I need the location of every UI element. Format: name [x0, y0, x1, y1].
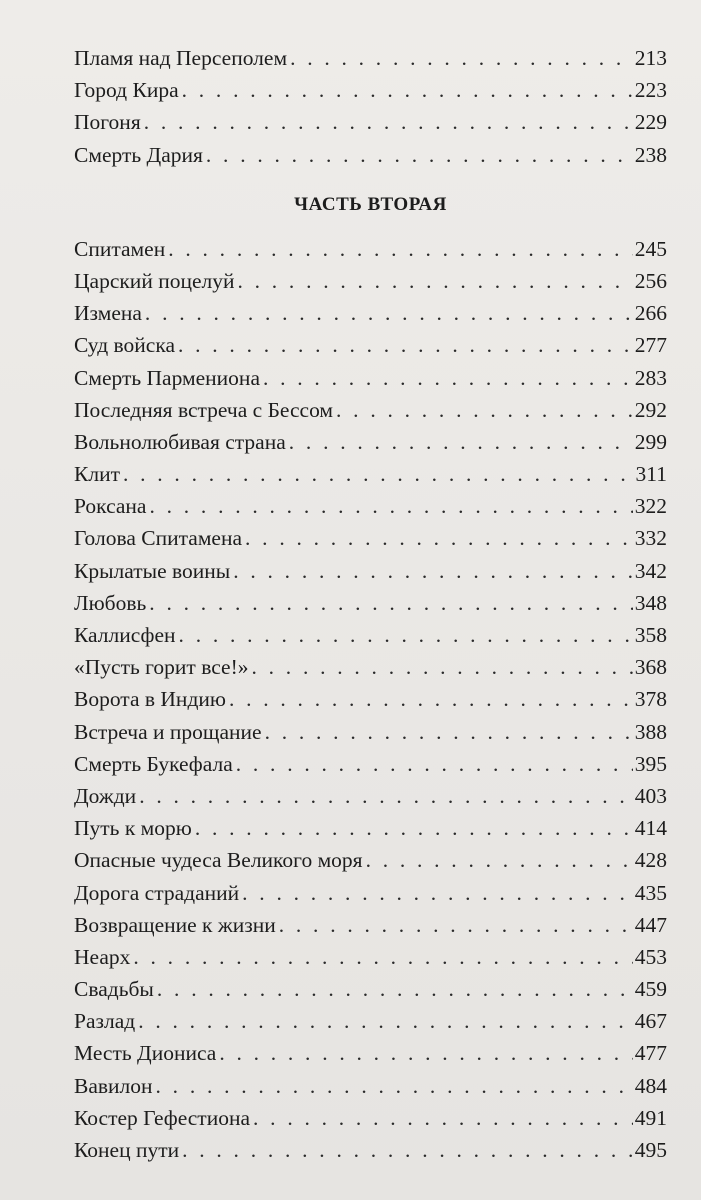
toc-entry — [74, 106, 667, 138]
toc-entry-page-number: 342 — [634, 558, 667, 583]
toc-entry — [74, 716, 667, 748]
dot-leader — [139, 780, 633, 812]
toc-entry-title: Неарх — [74, 944, 131, 969]
toc-entry-page-number: 459 — [634, 977, 667, 1002]
dot-leader — [242, 877, 633, 909]
toc-entry-page-number: 378 — [634, 687, 667, 712]
dot-leader — [144, 106, 633, 138]
dot-leader — [149, 587, 632, 619]
dot-leader — [290, 42, 633, 74]
toc-entry — [74, 748, 667, 780]
toc-entry — [74, 844, 667, 876]
toc-entry-title: «Пусть горит все!» — [74, 655, 249, 680]
toc-entry — [74, 780, 667, 812]
toc-entry — [74, 233, 667, 265]
toc-entry-title: Город Кира — [74, 78, 179, 103]
toc-entry-page-number: 435 — [634, 880, 667, 905]
toc-entry-title: Свадьбы — [74, 977, 154, 1002]
toc-entry-title: Возвращение к жизни — [74, 912, 276, 937]
toc-entry — [74, 812, 667, 844]
toc-entry — [74, 941, 667, 973]
dot-leader — [156, 1070, 633, 1102]
dot-leader — [219, 1037, 632, 1069]
toc-entry-title: Конец пути — [74, 1138, 180, 1162]
table-of-contents — [74, 42, 667, 1166]
part-heading: ЧАСТЬ ВТОРАЯ — [294, 193, 447, 215]
toc-entry-title: Ворота в Индию — [74, 687, 226, 712]
toc-entry-title: Костер Гефестиона — [74, 1105, 251, 1130]
toc-entry-page-number: 277 — [634, 333, 667, 358]
toc-entry-page-number: 358 — [634, 623, 667, 647]
dot-leader — [336, 394, 633, 426]
toc-entry-page-number: 428 — [634, 848, 667, 873]
toc-entry-page-number: 403 — [634, 783, 667, 808]
toc-entry — [74, 555, 667, 587]
toc-entry-title: Спитамен — [74, 236, 166, 261]
toc-entry-page-number: 453 — [634, 944, 667, 969]
toc-entry-page-number: 311 — [635, 462, 667, 487]
dot-leader — [279, 909, 633, 941]
toc-entry-title: Смерть Дария — [74, 142, 203, 167]
toc-entry-page-number: 229 — [634, 110, 667, 135]
dot-leader — [149, 490, 632, 522]
toc-entry-title: Смерть Букефала — [74, 751, 233, 776]
toc-entry — [74, 139, 667, 171]
toc-entry-page-number: 292 — [634, 397, 667, 422]
dot-leader — [233, 555, 633, 587]
toc-entry-page-number: 266 — [634, 301, 667, 326]
toc-entry — [74, 297, 667, 329]
toc-entry-page-number: 447 — [634, 912, 667, 937]
toc-entry-title: Вольнолюбивая страна — [74, 429, 286, 454]
dot-leader — [206, 139, 633, 171]
dot-leader — [133, 941, 632, 973]
toc-entry-page-number: 322 — [634, 494, 667, 519]
dot-leader — [245, 522, 633, 554]
toc-entry — [74, 877, 667, 909]
toc-entry-page-number: 467 — [634, 1009, 667, 1034]
toc-entry — [74, 74, 667, 106]
toc-entry-page-number: 368 — [634, 655, 667, 680]
toc-section-part-one — [74, 42, 667, 171]
toc-entry — [74, 973, 667, 1005]
toc-entry — [74, 619, 667, 651]
toc-entry-title: Голова Спитамена — [74, 526, 243, 551]
toc-entry — [74, 490, 667, 522]
dot-leader — [179, 619, 633, 651]
toc-entry-page-number: 477 — [634, 1041, 667, 1066]
toc-entry-page-number: 245 — [634, 236, 667, 261]
toc-entry-page-number: 348 — [634, 590, 667, 615]
dot-leader — [237, 265, 632, 297]
toc-section-part-two — [74, 233, 667, 1166]
toc-entry — [74, 1005, 667, 1037]
dot-leader — [178, 329, 633, 361]
toc-entry-title: Суд войска — [74, 333, 175, 358]
toc-entry-title: Путь к морю — [74, 816, 192, 841]
toc-entry-page-number: 238 — [634, 142, 667, 167]
dot-leader — [236, 748, 633, 780]
toc-entry-title: Последняя встреча с Бессом — [74, 397, 334, 422]
toc-entry-title: Роксана — [74, 494, 147, 519]
toc-entry-title: Измена — [74, 301, 142, 326]
toc-entry-page-number: 495 — [634, 1138, 667, 1162]
toc-entry-title: Дорога страданий — [74, 880, 240, 905]
toc-entry-page-number: 414 — [634, 816, 667, 841]
toc-entry — [74, 909, 667, 941]
toc-entry — [74, 1070, 667, 1102]
toc-entry — [74, 394, 667, 426]
toc-entry-page-number: 223 — [634, 78, 667, 103]
toc-entry — [74, 522, 667, 554]
dot-leader — [145, 297, 633, 329]
toc-entry-title: Каллисфен — [74, 623, 176, 647]
dot-leader — [123, 458, 634, 490]
toc-entry-title: Дожди — [74, 783, 137, 808]
toc-entry — [74, 458, 667, 490]
toc-entry-title: Встреча и прощание — [74, 719, 262, 744]
toc-entry — [74, 651, 667, 683]
toc-entry-title: Вавилон — [74, 1073, 153, 1098]
toc-entry-page-number: 299 — [634, 429, 667, 454]
dot-leader — [366, 844, 633, 876]
toc-entry — [74, 42, 667, 74]
dot-leader — [289, 426, 633, 458]
toc-entry-page-number: 256 — [634, 268, 667, 293]
dot-leader — [253, 1102, 633, 1134]
dot-leader — [195, 812, 633, 844]
toc-entry — [74, 683, 667, 715]
toc-entry-page-number: 332 — [634, 526, 667, 551]
toc-entry-page-number: 283 — [634, 365, 667, 390]
toc-entry — [74, 362, 667, 394]
toc-entry-title: Крылатые воины — [74, 558, 231, 583]
dot-leader — [263, 362, 633, 394]
toc-entry-page-number: 491 — [634, 1105, 667, 1130]
dot-leader — [168, 233, 633, 265]
toc-entry — [74, 329, 667, 361]
dot-leader — [265, 716, 633, 748]
toc-entry — [74, 426, 667, 458]
toc-entry — [74, 587, 667, 619]
toc-entry — [74, 265, 667, 297]
dot-leader — [252, 651, 633, 683]
toc-entry-page-number: 395 — [634, 751, 667, 776]
toc-entry-title: Разлад — [74, 1009, 136, 1034]
dot-leader — [182, 74, 633, 106]
dot-leader — [182, 1134, 633, 1166]
toc-entry — [74, 1037, 667, 1069]
toc-entry-title: Месть Диониса — [74, 1041, 217, 1066]
toc-entry-page-number: 213 — [634, 46, 667, 70]
toc-entry-title: Смерть Пармениона — [74, 365, 260, 390]
toc-entry-page-number: 388 — [634, 719, 667, 744]
toc-entry-title: Клит — [74, 462, 120, 487]
dot-leader — [229, 683, 633, 715]
toc-entry-title: Любовь — [74, 590, 147, 615]
toc-entry-title: Пламя над Персеполем — [74, 46, 288, 70]
toc-entry-page-number: 484 — [634, 1073, 667, 1098]
toc-entry-title: Погоня — [74, 110, 141, 135]
toc-entry-title: Царский поцелуй — [74, 268, 235, 293]
toc-entry — [74, 1102, 667, 1134]
dot-leader — [138, 1005, 633, 1037]
toc-entry-title: Опасные чудеса Великого моря — [74, 848, 363, 873]
dot-leader — [157, 973, 633, 1005]
toc-entry — [74, 1134, 667, 1166]
